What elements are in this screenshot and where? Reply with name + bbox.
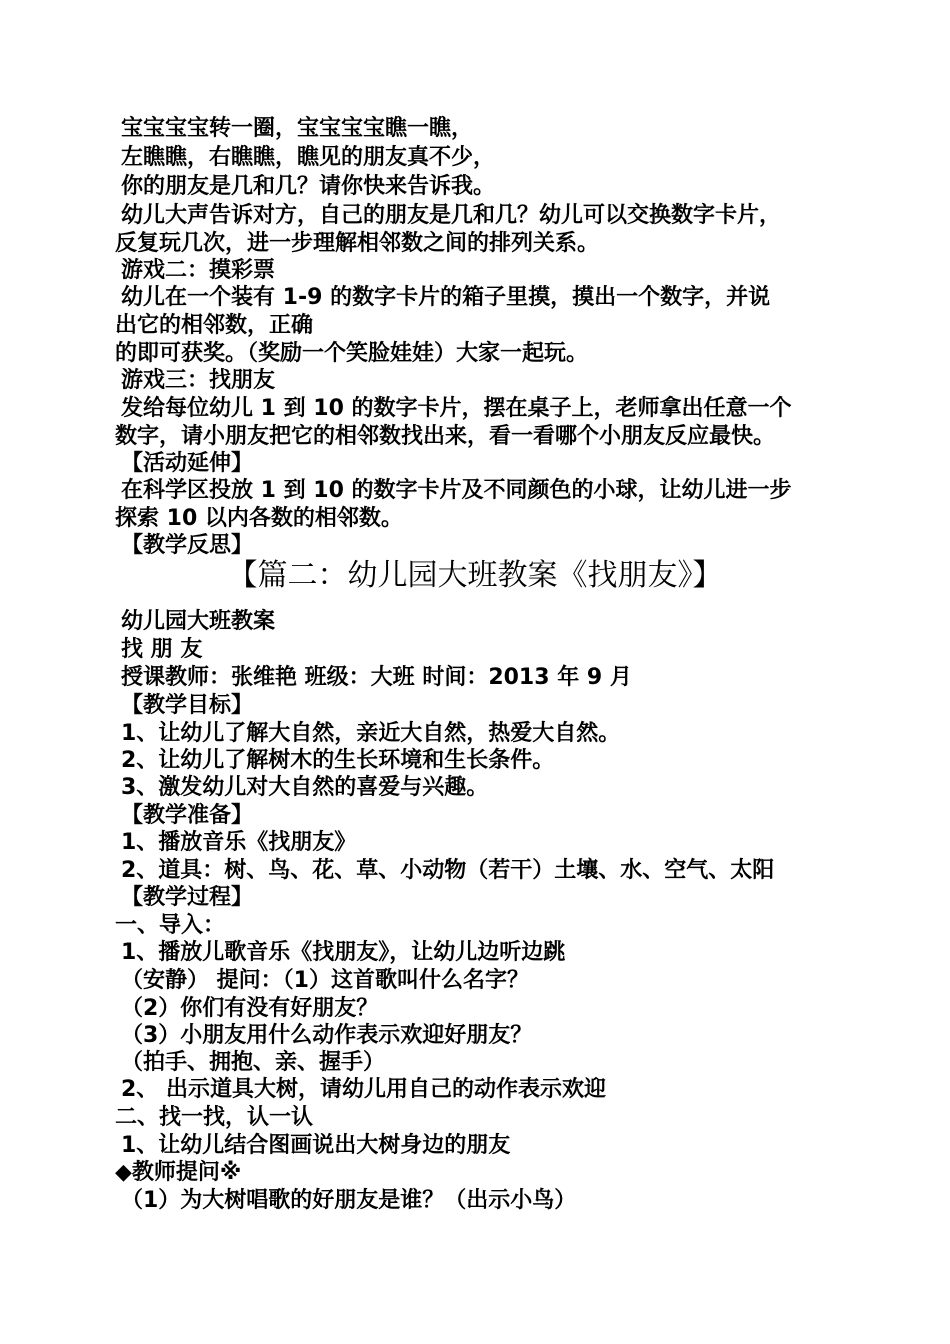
game-heading: 游戏三：找朋友	[121, 368, 276, 393]
doc-heading: 幼儿园大班教案	[121, 609, 276, 634]
paragraph-line: 出它的相邻数，正确	[115, 313, 314, 338]
list-item: 2、道具：树、鸟、花、草、小动物（若干）土壤、水、空气、太阳	[121, 858, 775, 883]
poem-line-1: 宝宝宝宝转一圈，宝宝宝宝瞧一瞧，	[121, 116, 474, 141]
list-item: （拍手、拥抱、亲、握手）	[121, 1050, 386, 1075]
list-item: （1）为大树唱歌的好朋友是谁？（出示小鸟）	[121, 1188, 577, 1213]
list-item: 2、 出示道具大树，请幼儿用自己的动作表示欢迎	[121, 1077, 606, 1102]
section-heading: 【教学反思】	[121, 533, 254, 558]
poem-line-3: 你的朋友是几和几？请你快来告诉我。	[121, 174, 496, 199]
step-heading: 二、找一找，认一认	[115, 1105, 314, 1130]
list-item: 1、播放儿歌音乐《找朋友》，让幼儿边听边跳	[121, 940, 566, 965]
poem-line-2: 左瞧瞧，右瞧瞧，瞧见的朋友真不少，	[121, 145, 496, 170]
paragraph-line: 反复玩几次，进一步理解相邻数之间的排列关系。	[115, 231, 600, 256]
paragraph-line: 的即可获奖。（奖励一个笑脸娃娃）大家一起玩。	[115, 341, 589, 366]
list-item: 1、播放音乐《找朋友》	[121, 830, 357, 855]
lesson-title: 找 朋 友	[121, 637, 203, 662]
game-heading: 游戏二：摸彩票	[121, 258, 276, 283]
list-item: （3）小朋友用什么动作表示欢迎好朋友？	[121, 1023, 533, 1048]
list-item: 1、让幼儿了解大自然，亲近大自然，热爱大自然。	[121, 721, 621, 746]
section-heading: 【教学目标】	[121, 693, 254, 718]
list-item: 1、让幼儿结合图画说出大树身边的朋友	[121, 1133, 511, 1158]
section-heading: 【教学准备】	[121, 803, 254, 828]
list-item: （2）你们有没有好朋友？	[121, 996, 379, 1021]
teacher-question-heading: ◆教师提问※	[115, 1160, 242, 1185]
paragraph-line: 幼儿大声告诉对方，自己的朋友是几和几？幼儿可以交换数字卡片，	[121, 203, 782, 228]
lesson-info: 授课教师：张维艳 班级：大班 时间：2013 年 9 月	[121, 665, 632, 690]
paragraph-line: 发给每位幼儿 1 到 10 的数字卡片，摆在桌子上，老师拿出任意一个	[121, 396, 792, 421]
list-item: 2、让幼儿了解树木的生长环境和生长条件。	[121, 748, 555, 773]
section-heading: 【活动延伸】	[121, 451, 254, 476]
paragraph-line: 在科学区投放 1 到 10 的数字卡片及不同颜色的小球，让幼儿进一步	[121, 478, 792, 503]
section-heading: 【教学过程】	[121, 885, 254, 910]
step-heading: 一、导入：	[115, 913, 226, 938]
list-item: （安静） 提问：（1）这首歌叫什么名字？	[121, 968, 529, 993]
list-item: 3、激发幼儿对大自然的喜爱与兴趣。	[121, 775, 489, 800]
section-title: 【篇二：幼儿园大班教案《找朋友》】	[227, 558, 723, 593]
paragraph-line: 数字，请小朋友把它的相邻数找出来，看一看哪个小朋友反应最快。	[115, 424, 776, 449]
paragraph-line: 幼儿在一个装有 1-9 的数字卡片的箱子里摸，摸出一个数字，并说	[121, 285, 771, 310]
paragraph-line: 探索 10 以内各数的相邻数。	[115, 506, 403, 531]
